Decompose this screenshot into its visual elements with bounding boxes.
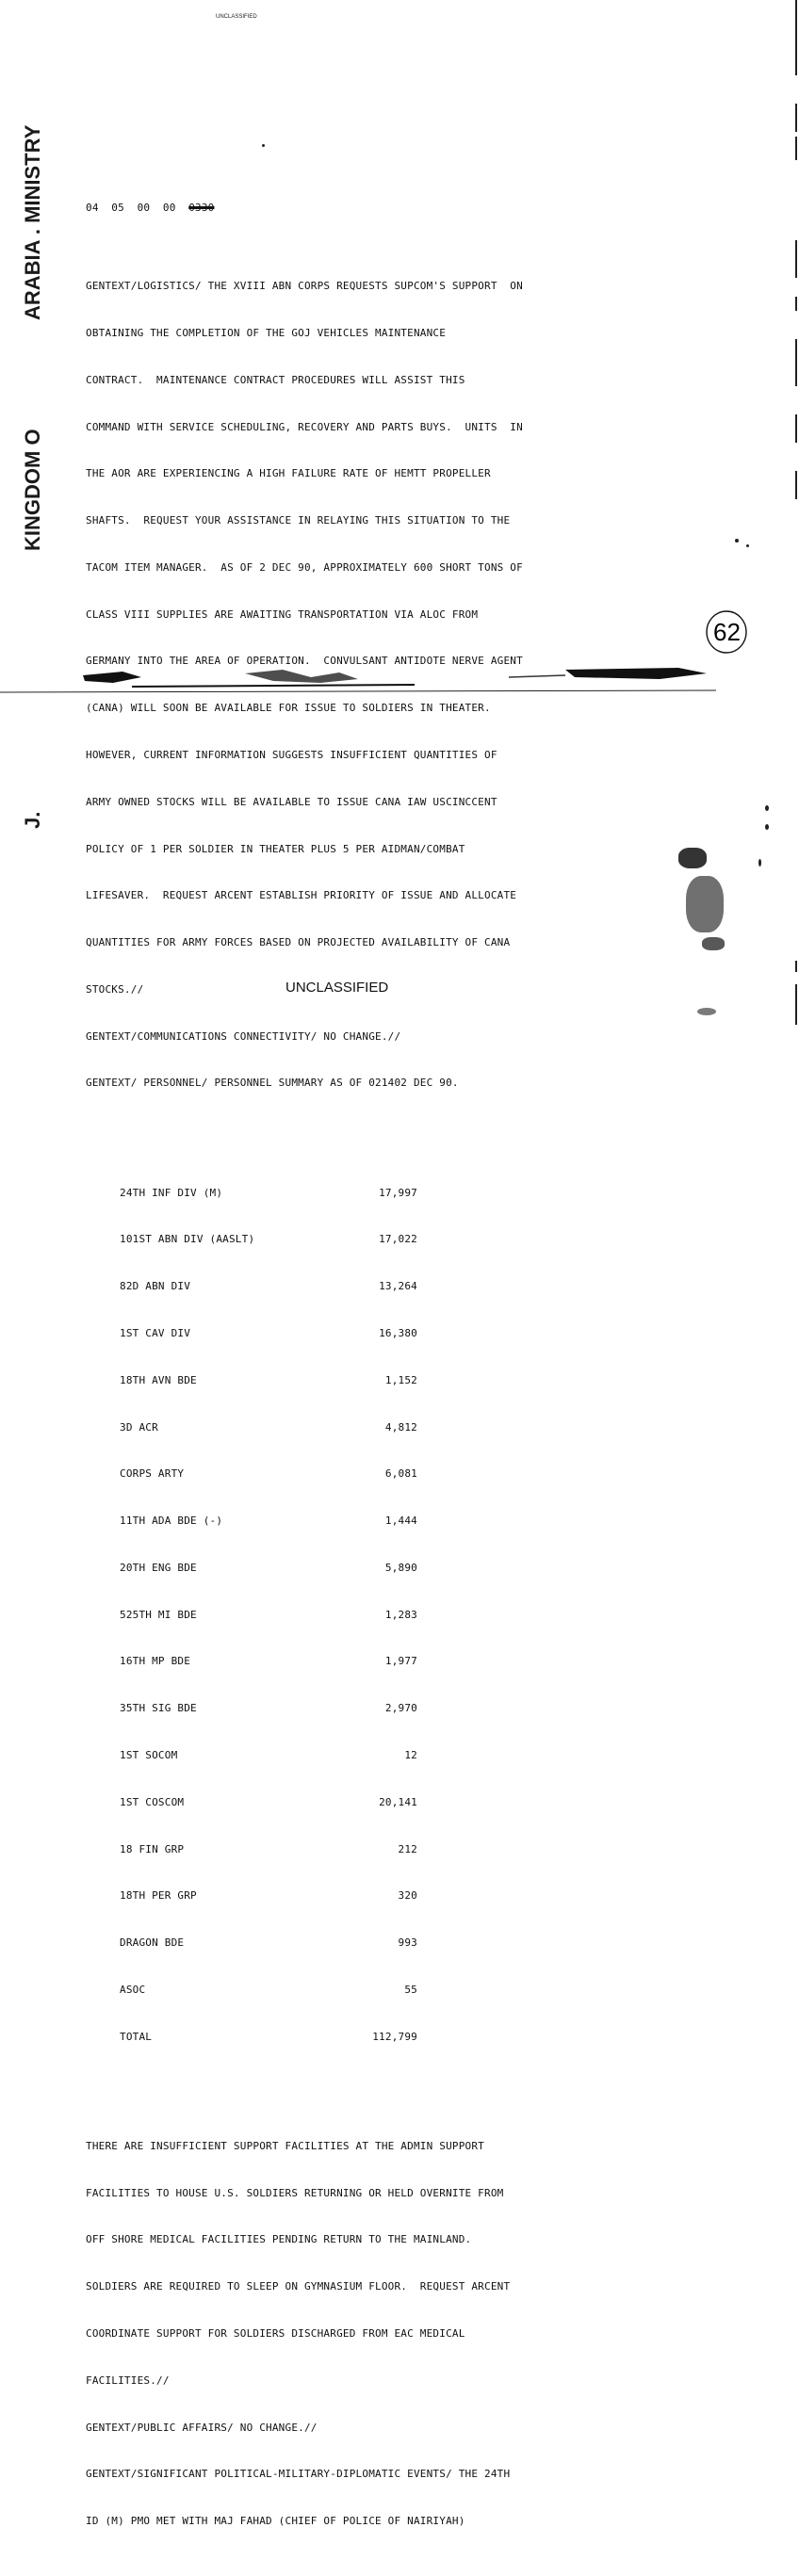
text-line: CLASS VIII SUPPLIES ARE AWAITING TRANSPORTATION VIA ALOC FROM (86, 608, 479, 621)
side-mark-bottom: J. (21, 811, 44, 829)
table-row (86, 1186, 523, 1202)
text-line: THERE ARE INSUFFICIENT SUPPORT FACILITIES AT THE ADMIN SUPPORT (86, 2139, 484, 2152)
unit-name: ASOC (120, 1983, 146, 1996)
page-number: 62 (713, 618, 741, 646)
scan-speckle (262, 144, 265, 147)
unit-name: CORPS ARTY (120, 1467, 185, 1481)
unit-name: 35TH SIG BDE (120, 1702, 197, 1715)
table-row (86, 1373, 523, 1389)
unit-count: 112,799 (372, 2030, 417, 2043)
unit-count: 17,997 (379, 1186, 417, 1199)
table-row (86, 1420, 523, 1436)
table-row (86, 1888, 523, 1904)
unit-name: 82D ABN DIV (120, 1280, 191, 1293)
text-line: (CANA) WILL SOON BE AVAILABLE FOR ISSUE TO SOLDIERS IN THEATER. (86, 702, 491, 715)
unit-count: 55 (404, 1983, 417, 1996)
text-line: GENTEXT/PUBLIC AFFAIRS/ NO CHANGE.// (86, 2421, 318, 2434)
text-line: LIFESAVER. REQUEST ARCENT ESTABLISH PRIORITY OF ISSUE AND ALLOCATE (86, 889, 517, 902)
table-row (86, 1466, 523, 1482)
table-row (86, 1842, 523, 1858)
unit-name: 101ST ABN DIV (AASLT) (120, 1233, 255, 1246)
dtg-line (86, 201, 523, 217)
table-row (86, 1608, 523, 1624)
unit-count: 17,022 (379, 1233, 417, 1246)
side-stamp-upper: ARABIA . MINISTRY (21, 124, 44, 320)
text-line: COORDINATE SUPPORT FOR SOLDIERS DISCHARGED FROM EAC MEDICAL (86, 2326, 465, 2340)
unit-count: 12 (404, 1748, 417, 1761)
table-row (86, 1795, 523, 1811)
unit-count: 1,444 (384, 1515, 417, 1528)
text-line: GERMANY INTO THE AREA OF OPERATION. CONVULSANT ANTIDOTE NERVE AGENT (86, 655, 523, 668)
unit-name: 525TH MI BDE (120, 1608, 197, 1621)
table-row (86, 1514, 523, 1530)
text-line: CONTRACT. MAINTENANCE CONTRACT PROCEDURES WILL ASSIST THIS (86, 373, 465, 386)
text-line: QUANTITIES FOR ARMY FORCES BASED ON PROJECTED AVAILABILITY OF CANA (86, 936, 511, 949)
text-line: GENTEXT/SIGNIFICANT POLITICAL-MILITARY-DIPLOMATIC EVENTS/ THE 24TH (86, 2468, 511, 2481)
unit-name: 18TH PER GRP (120, 1889, 197, 1903)
scan-speckle (765, 805, 769, 811)
side-stamp-lower: KINGDOM O (21, 429, 44, 551)
unit-name: 1ST SOCOM (120, 1748, 178, 1761)
table-row (86, 1701, 523, 1717)
table-row (86, 1232, 523, 1248)
side-stamp (11, 94, 49, 829)
text-line: OFF SHORE MEDICAL FACILITIES PENDING RETURN TO THE MAINLAND. (86, 2233, 472, 2246)
unit-count: 1,283 (384, 1608, 417, 1621)
unit-name: 20TH ENG BDE (120, 1561, 197, 1574)
scan-speckle (758, 859, 761, 867)
text-line: ARMY OWNED STOCKS WILL BE AVAILABLE TO ISSUE CANA IAW USCINCCENT (86, 795, 497, 808)
text-line: COMMAND WITH SERVICE SCHEDULING, RECOVERY AND PARTS BUYS. UNITS IN (86, 420, 523, 433)
text-line: FACILITIES.// (86, 2373, 170, 2387)
scan-smudge (702, 937, 725, 950)
unit-name: 1ST CAV DIV (120, 1326, 191, 1339)
date-time-group: 04 05 00 00 (86, 202, 176, 215)
unit-name: 24TH INF DIV (M) (120, 1186, 223, 1199)
unit-count: 993 (398, 1936, 417, 1950)
unit-name: 1ST COSCOM (120, 1795, 185, 1808)
unit-name: 11TH ADA BDE (-) (120, 1515, 223, 1528)
scan-smudge (686, 876, 724, 932)
closing-paragraphs (86, 2108, 523, 2561)
table-row (86, 1936, 523, 1952)
unit-count: 1,977 (384, 1655, 417, 1668)
scan-damage-band (0, 664, 716, 702)
unit-name: 3D ACR (120, 1420, 158, 1434)
text-line: SHAFTS. REQUEST YOUR ASSISTANCE IN RELAYING THIS SITUATION TO THE (86, 514, 511, 527)
table-row-total (86, 2030, 523, 2046)
text-line: SOLDIERS ARE REQUIRED TO SLEEP ON GYMNASIUM FLOOR. REQUEST ARCENT (86, 2280, 511, 2293)
scan-speckle (697, 1008, 716, 1015)
unit-name: 18TH AVN BDE (120, 1373, 197, 1386)
text-line: GENTEXT/COMMUNICATIONS CONNECTIVITY/ NO CHANGE.// (86, 1029, 401, 1043)
personnel-summary-table (86, 1154, 523, 2076)
text-line: STOCKS.// (86, 982, 144, 996)
table-row (86, 1279, 523, 1295)
classification-footer: UNCLASSIFIED (285, 980, 389, 996)
unit-count: 13,264 (379, 1280, 417, 1293)
table-row (86, 1748, 523, 1764)
text-line: GENTEXT/ PERSONNEL/ PERSONNEL SUMMARY AS OF 021402 DEC 90. (86, 1077, 459, 1090)
unit-count: 1,152 (384, 1373, 417, 1386)
unit-count: 320 (398, 1889, 417, 1903)
text-line: TACOM ITEM MANAGER. AS OF 2 DEC 90, APPROXIMATELY 600 SHORT TONS OF (86, 560, 523, 574)
unit-count: 6,081 (384, 1467, 417, 1481)
unit-count: 5,890 (384, 1561, 417, 1574)
unit-count: 4,812 (384, 1420, 417, 1434)
text-line: GENTEXT/LOGISTICS/ THE XVIII ABN CORPS REQUESTS SUPCOM'S SUPPORT ON (86, 280, 523, 293)
unit-count: 16,380 (379, 1326, 417, 1339)
table-row (86, 1654, 523, 1670)
text-line: THE AOR ARE EXPERIENCING A HIGH FAILURE RATE OF HEMTT PROPELLER (86, 467, 491, 480)
table-row (86, 1561, 523, 1577)
scan-speckle (765, 824, 769, 830)
text-line: POLICY OF 1 PER SOLDIER IN THEATER PLUS 5 PER AIDMAN/COMBAT (86, 842, 465, 855)
page-edge-marks (795, 0, 797, 1025)
text-line: ID (M) PMO MET WITH MAJ FAHAD (CHIEF OF POLICE OF NAIRIYAH) (86, 2515, 465, 2528)
unit-count: 212 (398, 1842, 417, 1855)
text-line: OBTAINING THE COMPLETION OF THE GOJ VEHICLES MAINTENANCE (86, 326, 447, 339)
struck-time: 0330 (188, 202, 215, 215)
text-line: HOWEVER, CURRENT INFORMATION SUGGESTS INSUFFICIENT QUANTITIES OF (86, 748, 497, 761)
unit-name: DRAGON BDE (120, 1936, 185, 1950)
unit-count: 20,141 (379, 1795, 417, 1808)
scan-smudge (678, 848, 707, 868)
unit-count: 2,970 (384, 1702, 417, 1715)
classification-header: UNCLASSIFIED (216, 14, 257, 20)
unit-name: TOTAL (120, 2030, 153, 2043)
scan-speckle (746, 544, 749, 547)
message-body (86, 170, 523, 2576)
table-row (86, 1983, 523, 1999)
unit-name: 18 FIN GRP (120, 1842, 185, 1855)
table-row (86, 1326, 523, 1342)
scan-speckle (735, 539, 739, 543)
text-line: FACILITIES TO HOUSE U.S. SOLDIERS RETURNING OR HELD OVERNITE FROM (86, 2186, 504, 2199)
page-number-circle (704, 609, 749, 655)
unit-name: 16TH MP BDE (120, 1655, 191, 1668)
